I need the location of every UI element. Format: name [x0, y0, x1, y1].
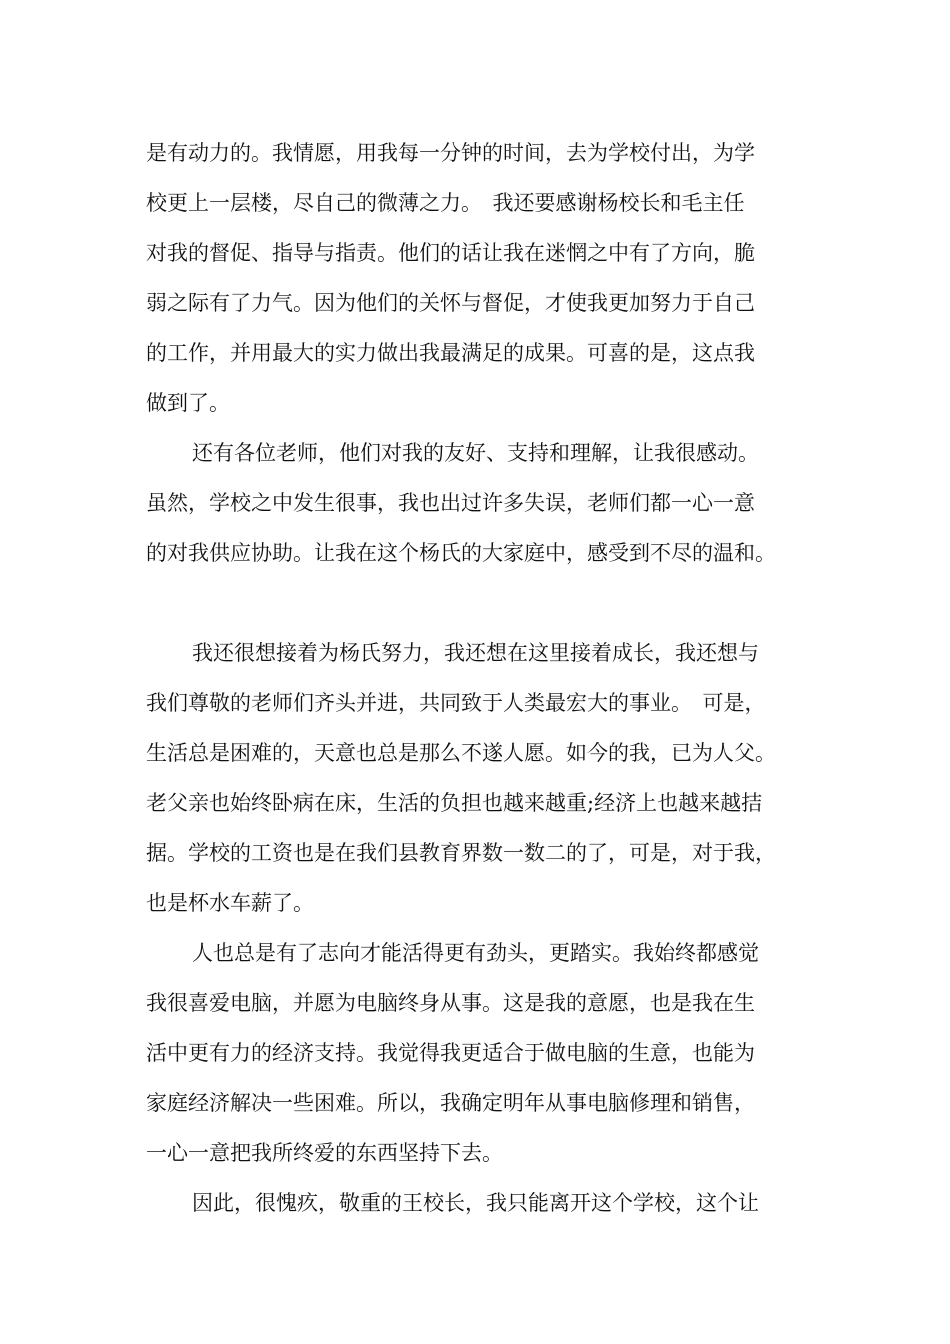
paragraph-start-line: 人也总是有了志向才能活得更有劲头，更踏实。我始终都感觉: [192, 941, 759, 965]
text-line: 老父亲也始终卧病在床，生活的负担也越来越重;经济上也越来越拮: [146, 791, 763, 815]
text-line: 家庭经济解决一些困难。所以，我确定明年从事电脑修理和销售，: [146, 1091, 755, 1115]
text-line: 弱之际有了力气。因为他们的关怀与督促，才使我更加努力于自己: [146, 291, 755, 315]
paragraph-start-line: 我还很想接着为杨氏努力，我还想在这里接着成长，我还想与: [192, 641, 759, 665]
text-line: 做到了。: [146, 391, 230, 415]
text-line: 据。学校的工资也是在我们县教育界数一数二的了，可是，对于我，: [146, 841, 776, 865]
text-line: 我们尊敬的老师们齐头并进，共同致于人类最宏大的事业。 可是，: [146, 691, 766, 715]
text-line: 的对我供应协助。让我在这个杨氏的大家庭中，感受到不尽的温和。: [146, 541, 776, 565]
text-line: 活中更有力的经济支持。我觉得我更适合于做电脑的生意，也能为: [146, 1041, 755, 1065]
text-line: 我很喜爱电脑，并愿为电脑终身从事。这是我的意愿，也是我在生: [146, 991, 755, 1015]
text-line: 生活总是困难的，天意也总是那么不遂人愿。如今的我，已为人父。: [146, 741, 776, 765]
text-line: 是有动力的。我情愿，用我每一分钟的时间，去为学校付出，为学: [146, 141, 755, 165]
letter-body: [146, 128, 826, 1228]
paragraph-start-line: 还有各位老师，他们对我的友好、支持和理解，让我很感动。: [192, 441, 759, 465]
text-line: 也是杯水车薪了。: [146, 891, 314, 915]
text-line: 虽然，学校之中发生很事，我也出过许多失误，老师们都一心一意: [146, 491, 755, 515]
text-line: 的工作，并用最大的实力做出我最满足的成果。可喜的是，这点我: [146, 341, 755, 365]
text-line: 校更上一层楼，尽自己的微薄之力。 我还要感谢杨校长和毛主任: [146, 191, 745, 215]
text-line: 一心一意把我所终爱的东西坚持下去。: [146, 1141, 503, 1165]
blank-line: [146, 578, 826, 628]
paragraph-start-line: 因此，很愧疚，敬重的王校长，我只能离开这个学校，这个让: [192, 1191, 759, 1215]
text-line: 对我的督促、指导与指责。他们的话让我在迷惘之中有了方向，脆: [146, 241, 755, 265]
